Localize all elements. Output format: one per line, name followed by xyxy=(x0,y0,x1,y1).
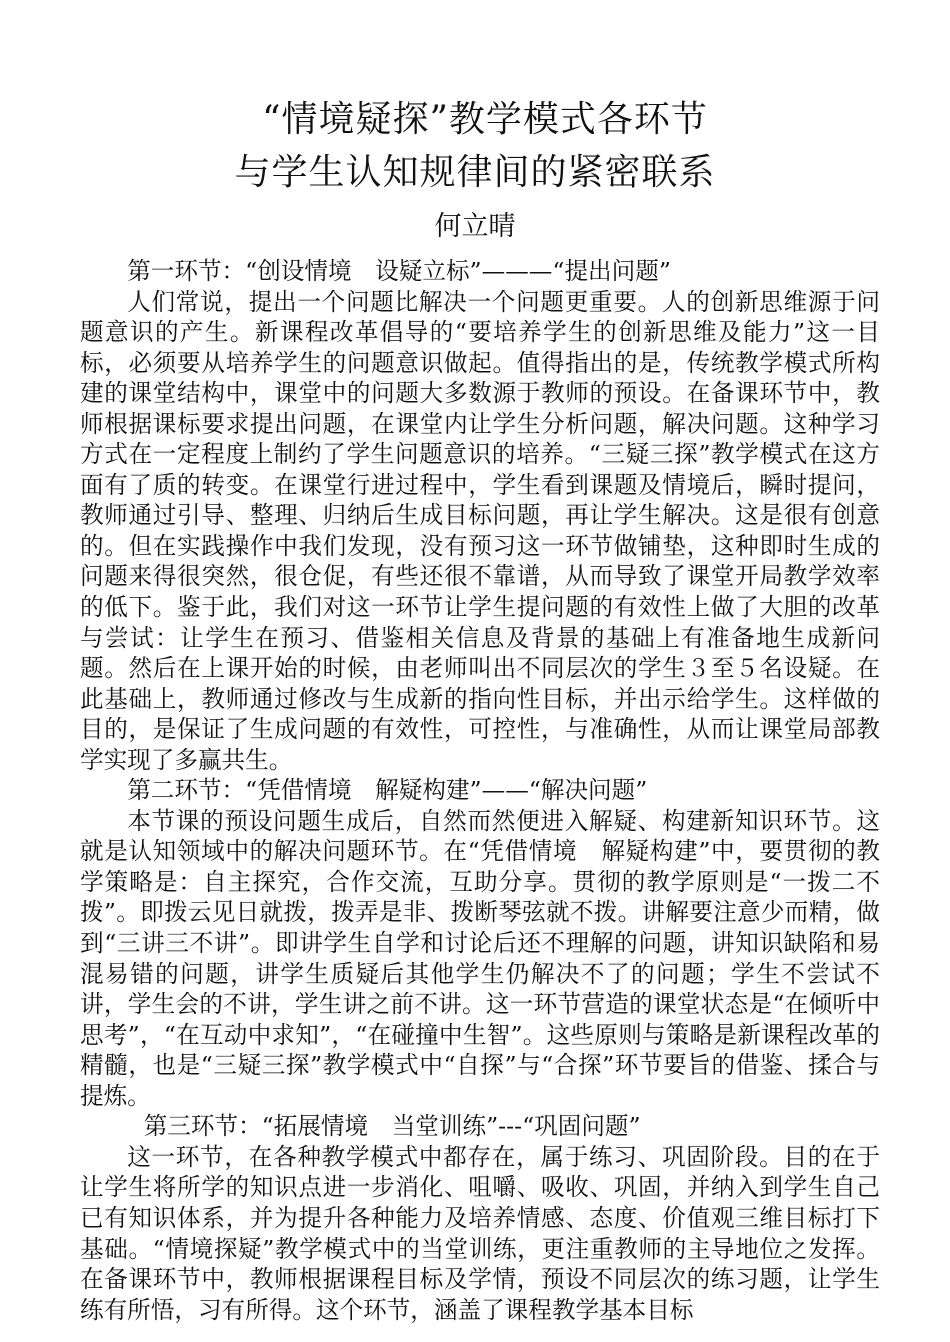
document-title-line-2: 与学生认知规律间的紧密联系 xyxy=(234,152,716,193)
section-heading-3: 第三环节：“拓展情境 当堂训练”---“巩固问题” xyxy=(143,1112,641,1141)
body-paragraph-3: 这一环节，在各种教学模式中都存在，属于练习、巩固阶段。目的在于让学生将所学的知识点进一步消化、咀嚼、吸收、巩固，并纳入到学生自己已有知识体系，并为提升各种能力及培养情感、态度、价值观三维目标打下基础。“情境探疑”教学模式中的当堂训练，更注重教师的主导地位之发挥。在备课环节中，教师根据课程目标及学情，预设不同层次的练习题，让学生练有所悟，习有所得。这个环节，涵盖了课程教学基本目标 xyxy=(80,1142,880,1324)
document-body xyxy=(80,256,880,1325)
section-heading-1: 第一环节：“创设情境 设疑立标”———“提出问题” xyxy=(127,257,671,285)
section-heading-2: 第二环节：“凭借情境 解疑构建”——“解决问题” xyxy=(127,776,648,805)
document-author: 何立晴 xyxy=(434,211,516,242)
body-paragraph-1: 人们常说，提出一个问题比解决一个问题更重要。人的创新思维源于问题意识的产生。新课程改革倡导的“要培养学生的创新思维及能力”这一目标，必须要从培养学生的问题意识做起。值得指出的是，传统教学模式所构建的课堂结构中，课堂中的问题大多数源于教师的预设。在备课环节中，教师根据课标要求提出问题，在课堂内让学生分析问题，解决问题。这种学习方式在一定程度上制约了学生问题意识的培养。“三疑三探”教学模式在这方面有了质的转变。在课堂行进过程中，学生看到课题及情境后，瞬时提问，教师通过引导、整理、归纳后生成目标问题，再让学生解决。这是很有创意的。但在实践操作中我们发现，没有预习这一环节做铺垫，这种即时生成的问题来得很突然，很仓促，有些还很不靠谱，从而导致了课堂开局教学效率的低下。鉴于此，我们对这一环节让学生提问题的有效性上做了大胆的改革与尝试：让学生在预习、借鉴相关信息及背景的基础上有准备地生成新问题。然后在上课开始的时候，由老师叫出不同层次的学生３至５名设疑。在此基础上，教师通过修改与生成新的指向性目标，并出示给学生。这样做的目的，是保证了生成问题的有效性，可控性，与准确性，从而让课堂局部教学实现了多赢共生。 xyxy=(80,287,880,774)
body-paragraph-2: 本节课的预设问题生成后，自然而然便进入解疑、构建新知识环节。这就是认知领域中的解决问题环节。在“凭借情境 解疑构建”中，要贯彻的教学策略是：自主探究，合作交流，互助分享。贯彻的教学原则是“一拨二不拨”。即拨云见日就拨，拨弄是非、拨断琴弦就不拨。讲解要注意少而精，做到“三讲三不讲”。即讲学生自学和讨论后还不理解的问题，讲知识缺陷和易混易错的问题，讲学生质疑后其他学生仍解决不了的问题；学生不尝试不讲，学生会的不讲，学生讲之前不讲。这一环节营造的课堂状态是“在倾听中思考”，“在互动中求知”，“在碰撞中生智”。这些原则与策略是新课程改革的精髓，也是“三疑三探”教学模式中“自探”与“合探”环节要旨的借鉴、揉合与提炼。 xyxy=(80,806,880,1110)
document-title-line-1: “情境疑探”教学模式各环节 xyxy=(262,99,708,140)
